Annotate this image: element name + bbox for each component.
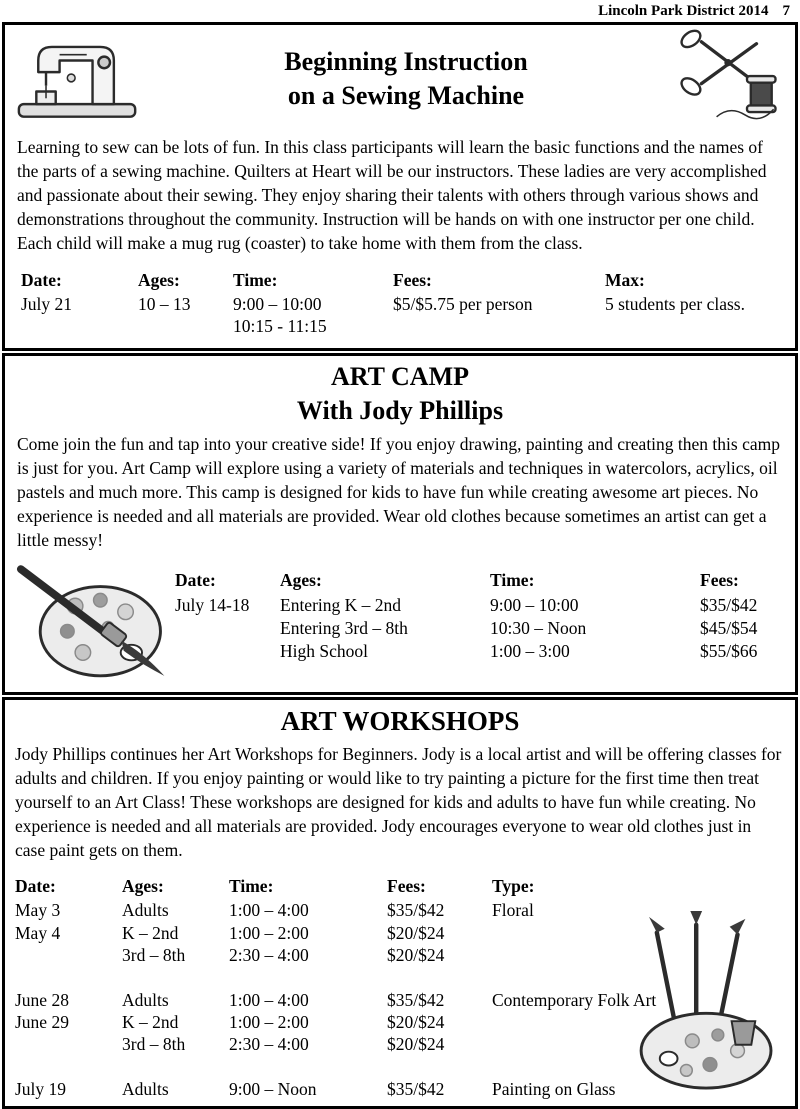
table-header: Ages:	[138, 269, 180, 290]
table-cell: Contemporary Folk Art	[492, 989, 657, 1010]
sewing-paragraph: Learning to sew can be lots of fun. In this class participants will learn the basic functions and the names of the parts of a sewing machine. Quilters at Heart will be our instructors. These ladies are very accomplished and passionate about their sewing. They enjoy sharing their talents with others through various shows and demonstrations throughout the community. Instruction will be hands on with one instructor per one child. Each child will make a mug rug (coaster) to take home with them from the class.	[17, 137, 767, 253]
table-cell: May 3	[15, 900, 61, 921]
sewing-col-fees	[393, 270, 605, 338]
table-cell: 10 – 13	[138, 293, 191, 314]
table-cell: 3rd – 8th	[122, 945, 186, 966]
workshops-title: ART WORKSHOPS	[280, 706, 520, 737]
table-cell: 3rd – 8th	[122, 1034, 186, 1055]
table-cell: 1:00 – 4:00	[229, 900, 309, 921]
table-header: Date:	[21, 269, 62, 290]
table-cell: 10:15 - 11:15	[233, 315, 327, 336]
sewing-machine-illustration	[15, 27, 141, 130]
table-cell: 1:00 – 4:00	[229, 989, 309, 1010]
table-cell: July 14-18	[175, 595, 250, 616]
brushes-palette-illustration	[635, 911, 783, 1098]
table-cell	[15, 1033, 122, 1055]
scissors-thread-illustration	[671, 28, 785, 129]
table-cell: 10:30 – Noon	[490, 618, 587, 639]
sewing-col-time	[233, 270, 393, 338]
table-header: Ages:	[280, 570, 322, 591]
table-cell: Adults	[122, 989, 169, 1010]
table-header: Time:	[229, 876, 274, 896]
table-header: Date:	[15, 876, 56, 896]
table-cell: 1:00 – 2:00	[229, 1011, 309, 1032]
sewing-title-line1: Beginning Instruction	[284, 46, 528, 76]
artcamp-title	[15, 360, 785, 428]
table-cell: K – 2nd	[122, 922, 179, 943]
table-cell: May 4	[15, 922, 61, 943]
sewing-col-date	[21, 270, 138, 338]
table-cell: $20/$24	[387, 1011, 445, 1032]
table-cell: $35/$42	[387, 1078, 445, 1099]
table-cell: Painting on Glass	[492, 1078, 616, 1099]
section-art-workshops	[2, 697, 798, 1109]
sewing-col-ages	[138, 270, 233, 338]
page-number: 7	[782, 3, 790, 19]
artcamp-bottom-row	[15, 561, 785, 688]
artcamp-schedule-table	[175, 561, 785, 663]
table-cell: 9:00 – 10:00	[233, 293, 322, 314]
table-cell	[15, 944, 122, 966]
table-header: Fees:	[393, 269, 432, 290]
section-art-camp	[2, 353, 798, 695]
table-cell	[175, 617, 280, 640]
table-header: Fees:	[387, 876, 426, 896]
table-header: Time:	[490, 570, 535, 591]
table-header: Ages:	[122, 876, 164, 896]
table-header: Time:	[233, 269, 278, 290]
table-cell: $20/$24	[387, 922, 445, 943]
table-cell: July 19	[15, 1078, 67, 1099]
table-cell: 2:30 – 4:00	[229, 945, 309, 966]
palette-brush-illustration	[15, 561, 175, 688]
table-header: Max:	[605, 269, 645, 290]
table-cell: High School	[280, 641, 368, 662]
table-cell: $55/$66	[700, 641, 758, 662]
table-cell: Adults	[122, 1078, 169, 1099]
table-cell: Entering 3rd – 8th	[280, 618, 408, 639]
table-cell: $45/$54	[700, 618, 758, 639]
table-cell: Adults	[122, 900, 169, 921]
section-sewing	[2, 22, 798, 351]
sewing-title	[141, 45, 671, 113]
table-cell: $5/$5.75 per person	[393, 293, 533, 314]
table-header: Type:	[492, 876, 535, 896]
table-cell: Entering K – 2nd	[280, 595, 402, 616]
sewing-col-max	[605, 270, 785, 338]
table-cell: June 29	[15, 1011, 69, 1032]
page-header	[0, 0, 800, 22]
table-cell: 9:00 – Noon	[229, 1078, 317, 1099]
sewing-header-row	[15, 27, 785, 130]
table-cell: 1:00 – 3:00	[490, 641, 570, 662]
table-cell: $35/$42	[387, 900, 445, 921]
table-cell: June 28	[15, 989, 69, 1010]
table-cell: 9:00 – 10:00	[490, 595, 579, 616]
table-cell: $20/$24	[387, 1034, 445, 1055]
workshops-paragraph: Jody Phillips continues her Art Workshops for Beginners. Jody is a local artist and will be offering classes for adults and children. If you enjoy painting or would like to try painting a picture for the first time then treat yourself to an Art Class! These workshops are designed for kids and adults to have fun while creating. No experience is needed and all materials are provided. Jody encourages everyone to wear old clothes just in case paint gets on them.	[15, 744, 782, 861]
table-cell: $20/$24	[387, 945, 445, 966]
table-cell: Floral	[492, 900, 534, 921]
artcamp-title-line2: With Jody Phillips	[296, 395, 504, 425]
page-header-title: Lincoln Park District 2014	[598, 3, 769, 19]
table-cell	[175, 640, 280, 663]
sewing-schedule-table	[21, 270, 785, 338]
sewing-title-line2: on a Sewing Machine	[287, 80, 525, 110]
table-cell: 5 students per class.	[605, 293, 745, 314]
table-header: Fees:	[700, 570, 739, 591]
table-cell: $35/$42	[387, 989, 445, 1010]
table-cell: 1:00 – 2:00	[229, 922, 309, 943]
table-cell: 2:30 – 4:00	[229, 1034, 309, 1055]
artcamp-paragraph: Come join the fun and tap into your creative side! If you enjoy drawing, painting and creating then this camp is just for you. Art Camp will explore using a variety of materials and techniques in watercolors, acrylics, oil pastels and much more. This camp is designed for kids to have fun while creating awesome art pieces. No experience is needed and all materials are provided. Wear old clothes because sometimes an artist can get a little messy!	[17, 434, 780, 551]
artcamp-title-line1: ART CAMP	[331, 361, 469, 391]
table-cell: July 21	[21, 293, 73, 314]
table-cell: K – 2nd	[122, 1011, 179, 1032]
table-header: Date:	[175, 570, 216, 591]
table-cell: $35/$42	[700, 595, 758, 616]
